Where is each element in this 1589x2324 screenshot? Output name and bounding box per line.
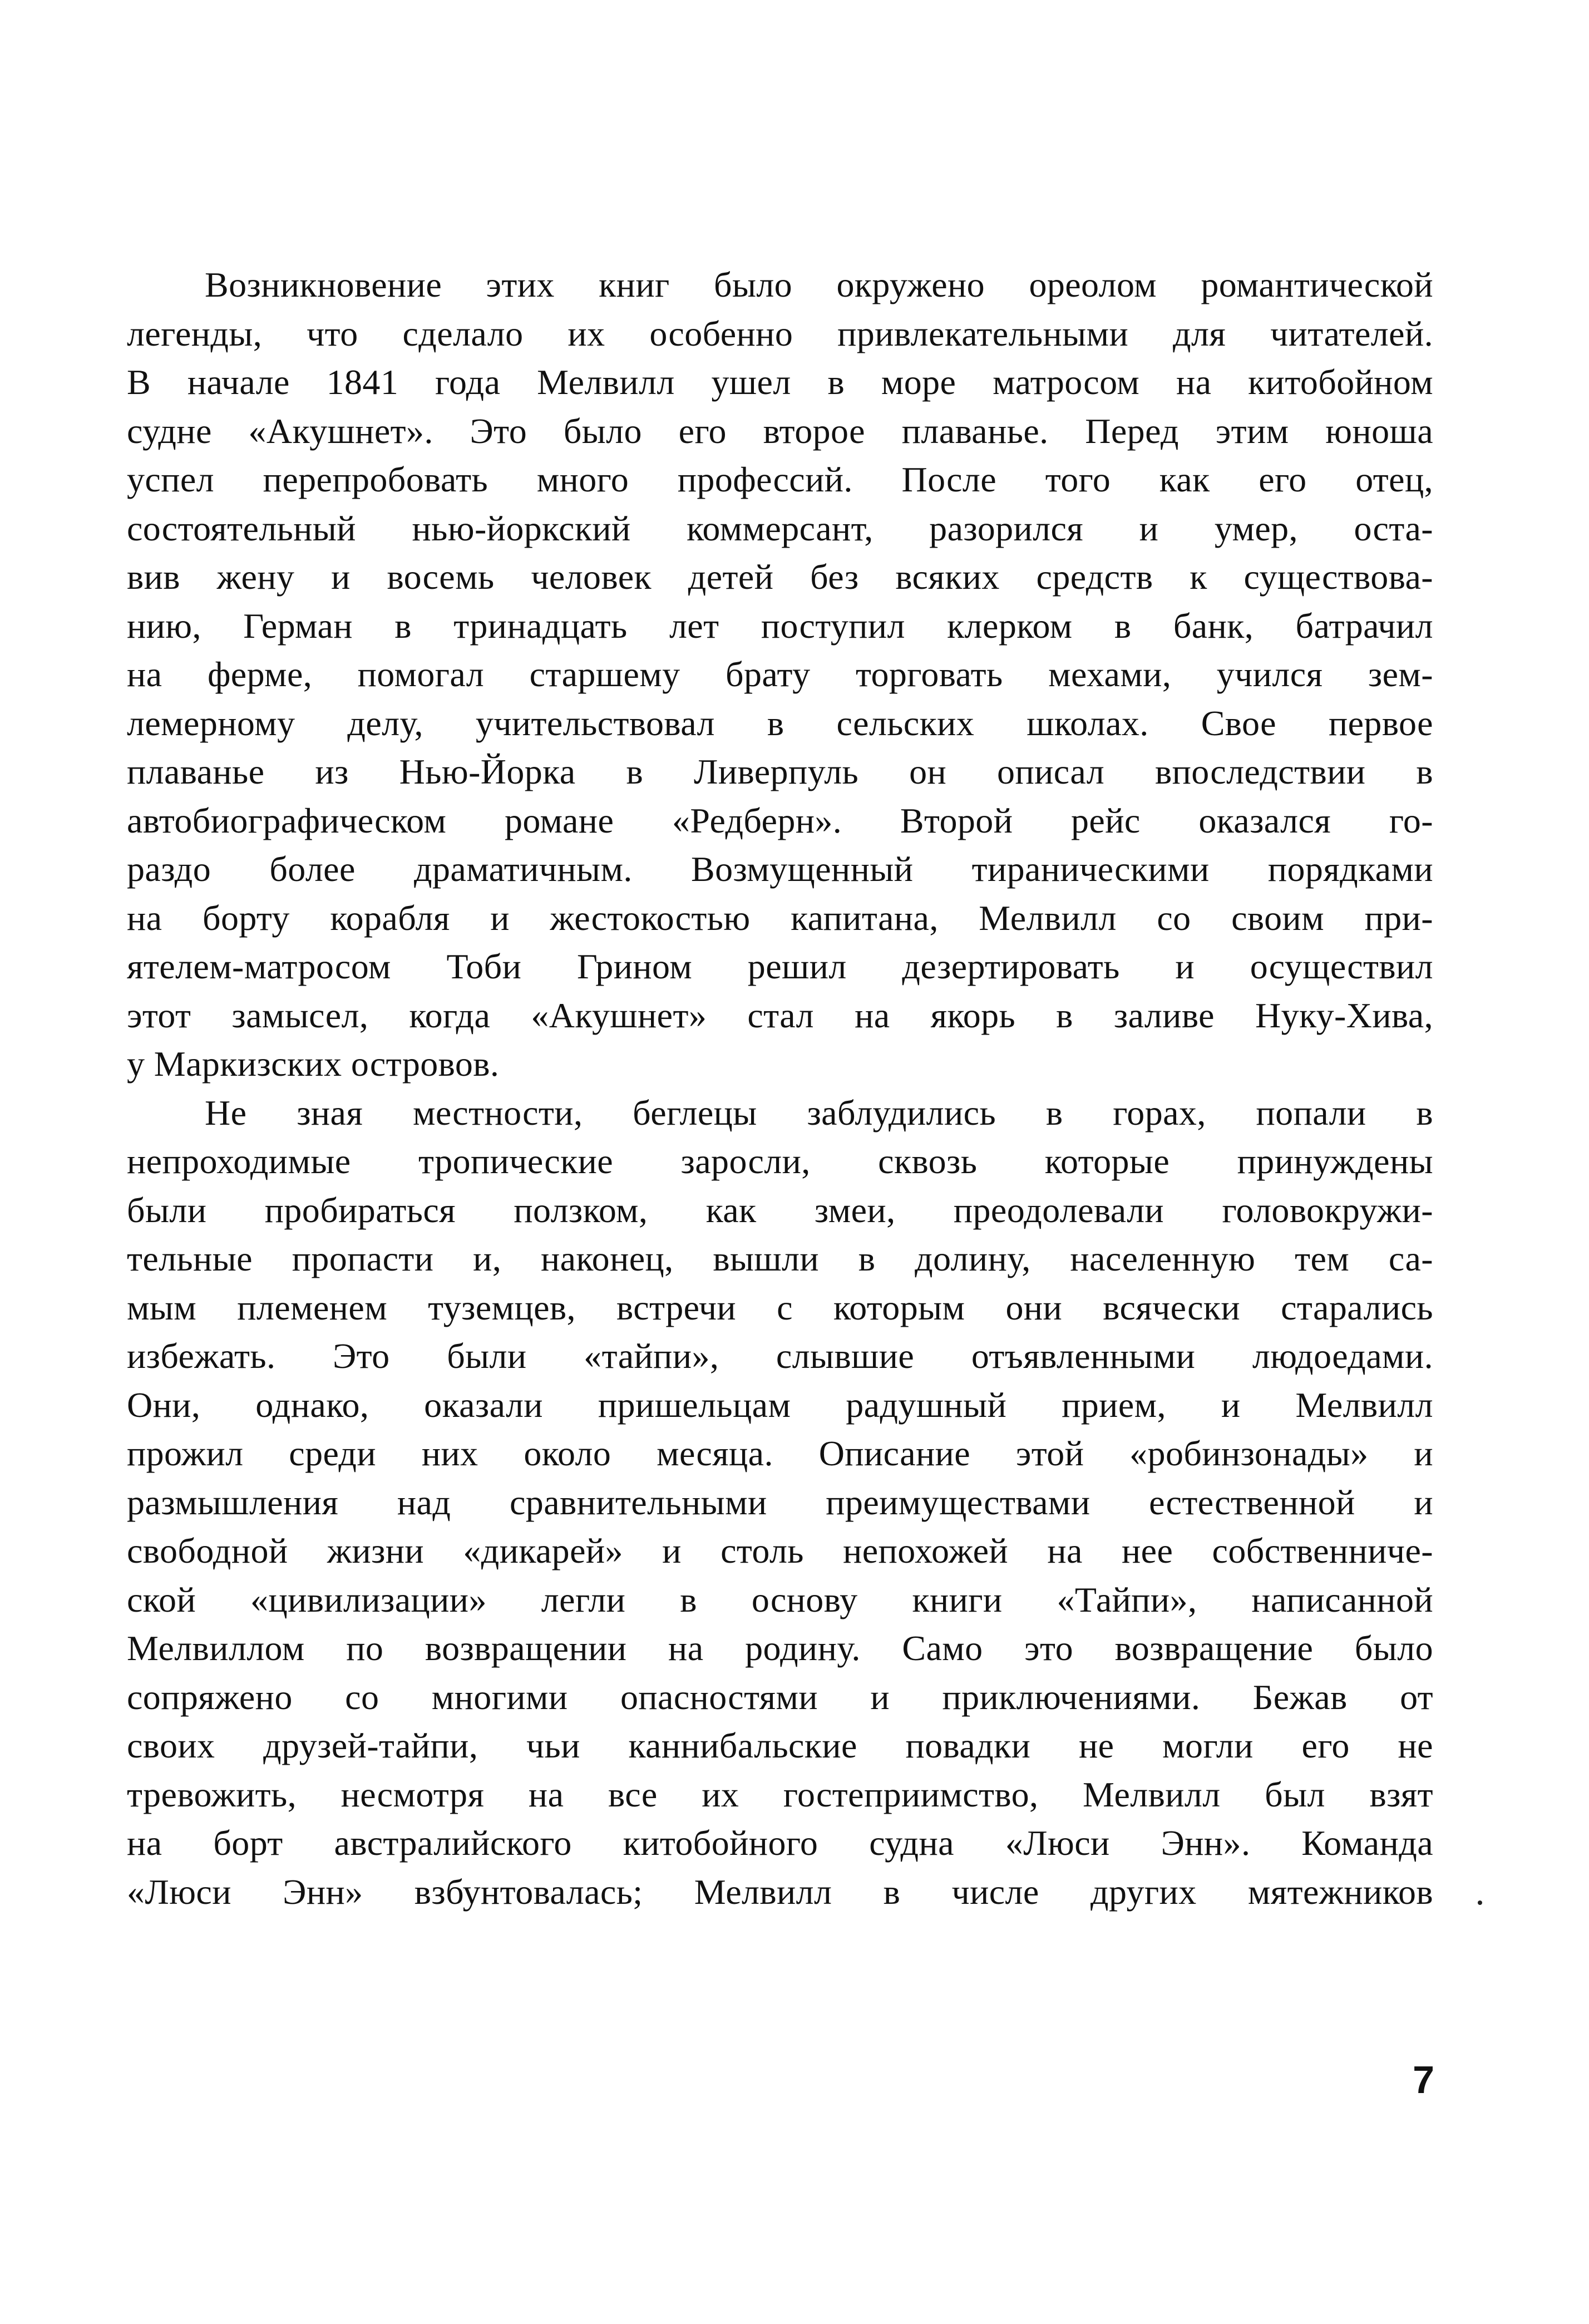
text-line: автобиографическом романе «Редберн». Второй рейс оказался го- [127, 800, 1433, 840]
page-number: 7 [1413, 2058, 1434, 2101]
text-line: вив жену и восемь человек детей без всяких средств к существова- [127, 557, 1433, 597]
text-line: были пробираться ползком, как змеи, преодолевали головокружи- [127, 1190, 1433, 1230]
text-line: Мелвиллом по возвращении на родину. Само это возвращение было [127, 1628, 1433, 1668]
text-line: прожил среди них около месяца. Описание этой «робинзонады» и [127, 1434, 1433, 1473]
text-line: на ферме, помогал старшему брату торговать мехами, учился зем- [127, 654, 1433, 694]
text-line: на борту корабля и жестокостью капитана, Мелвилл со своим при- [127, 898, 1433, 938]
text-line: тельные пропасти и, наконец, вышли в долину, населенную тем са- [127, 1239, 1433, 1278]
text-line: успел перепробовать много профессий. После того как его отец, [127, 460, 1433, 499]
paragraph-2 [127, 1089, 1433, 1917]
text-line: размышления над сравнительными преимуществами естественной и [127, 1482, 1433, 1522]
text-line: Они, однако, оказали пришельцам радушный прием, и Мелвилл [127, 1385, 1433, 1425]
text-line: В начале 1841 года Мелвилл ушел в море матросом на китобойном [127, 362, 1433, 402]
text-line: на борт австралийского китобойного судна «Люси Энн». Команда [127, 1823, 1433, 1863]
text-line: легенды, что сделало их особенно привлекательными для читателей. [127, 313, 1433, 353]
text-line: Возникновение этих книг было окружено ореолом романтической [205, 265, 1433, 304]
text-line: нию, Герман в тринадцать лет поступил клерком в банк, батрачил [127, 605, 1433, 646]
text-line: у Маркизских островов. [127, 1044, 500, 1084]
text-line: судне «Акушнет». Это было его второе плаванье. Перед этим юноша [127, 411, 1433, 451]
text-line: своих друзей-тайпи, чьи каннибальские повадки не могли его не [127, 1726, 1433, 1765]
body-text [127, 260, 1433, 1916]
text-line: ской «цивилизации» легли в основу книги «Тайпи», написанной [127, 1579, 1433, 1619]
text-line: состоятельный нью-йоркский коммерсант, разорился и умер, оста- [127, 508, 1433, 548]
text-line: непроходимые тропические заросли, сквозь которые принуждены [127, 1141, 1433, 1181]
text-line: тревожить, несмотря на все их гостеприимство, Мелвилл был взят [127, 1774, 1433, 1814]
text-line: ятелем-матросом Тоби Грином решил дезертировать и осуществил [127, 947, 1433, 986]
text-line: сопряжено со многими опасностями и приключениями. Бежав от [127, 1677, 1433, 1717]
text-line: избежать. Это были «тайпи», слывшие отъявленными людоедами. [127, 1336, 1433, 1376]
text-line: «Люси Энн» взбунтовалась; Мелвилл в числе других мятежников [127, 1872, 1433, 1912]
text-line: этот замысел, когда «Акушнет» стал на якорь в заливе Нуку-Хива, [127, 995, 1433, 1035]
text-line: свободной жизни «дикарей» и столь непохожей на нее собственниче- [127, 1531, 1433, 1570]
margin-ink-mark [1478, 1900, 1482, 1905]
text-line: мым племенем туземцев, встречи с которым они всячески старались [127, 1287, 1433, 1327]
paragraph-1 [127, 260, 1433, 1089]
text-line: плаванье из Нью-Йорка в Ливерпуль он описал впоследствии в [127, 752, 1433, 791]
text-line: лемерному делу, учительствовал в сельских школах. Свое первое [127, 703, 1433, 743]
text-line: Не зная местности, беглецы заблудились в горах, попали в [205, 1092, 1433, 1133]
text-line: раздо более драматичным. Возмущенный тираническими порядками [127, 849, 1433, 889]
